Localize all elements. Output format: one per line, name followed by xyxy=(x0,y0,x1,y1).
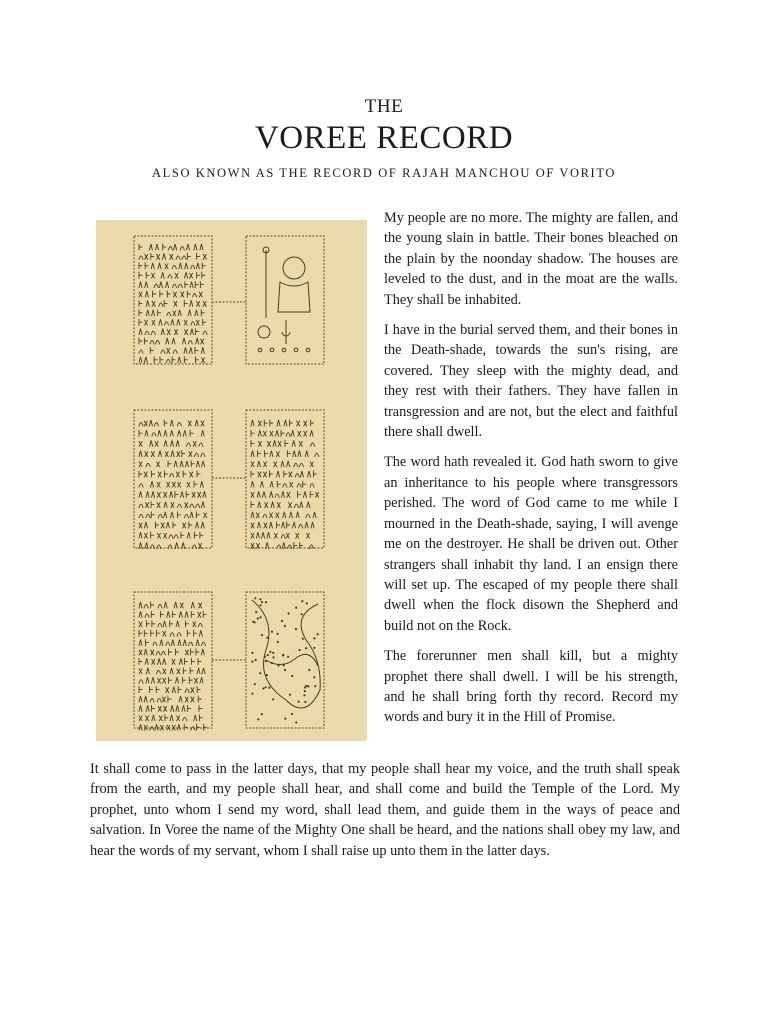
paragraph: The word hath revealed it. God hath sworn to give an inheritance to his people where transgressors perished. The word of God came to me while I mourned in the Death-shade, saying, I will avenge me on the destroyer. He shall be driven out. Other strangers shall inhabit thy land. I an ensign there will set up. The escaped of my people there shall dwell when the flock disown the Shepherd and build not on the Rock. xyxy=(384,454,678,634)
main-text-column xyxy=(384,208,678,738)
paragraph: My people are no more. The mighty are fallen, and the young slain in battle. Their bones bleached on the plain by the noonday shadow. The houses are leveled to the dust, and in the moat are the walls. They shall be inhabited. xyxy=(384,210,678,308)
closing-text xyxy=(90,759,680,861)
inscribed-plates-illustration xyxy=(96,220,367,741)
closing-paragraph: It shall come to pass in the latter days, that my people shall hear my voice, and the truth shall speak from the earth, and my people shall hear, and shall come and build the Temple of the Lord. My prophet, unto whom I send my word, shall lead them, and guide them in the ways of peace and salvation. In Voree the name of the Mighty One shall be heard, and the nations shall obey my law, and hear the words of my servant, whom I shall raise up unto them in the latter days. xyxy=(90,761,680,859)
pre-title: THE xyxy=(364,96,404,117)
paragraph: I have in the burial served them, and their bones in the Death-shade, towards the sun's rising, are covered. They sleep with the mighty dead, and they rest with their fathers. They have fallen in transgression and are not, but the elect and faithful there shall dwell. xyxy=(384,322,678,441)
document-subtitle: ALSO KNOWN AS THE RECORD OF RAJAH MANCHOU OF VORITO xyxy=(152,166,616,180)
document-title: VOREE RECORD xyxy=(254,120,514,156)
paragraph: The forerunner men shall kill, but a mighty prophet there shall dwell. I will be his strength, and he shall bring forth thy record. Record my words and bury it in the Hill of Promise. xyxy=(384,648,678,726)
